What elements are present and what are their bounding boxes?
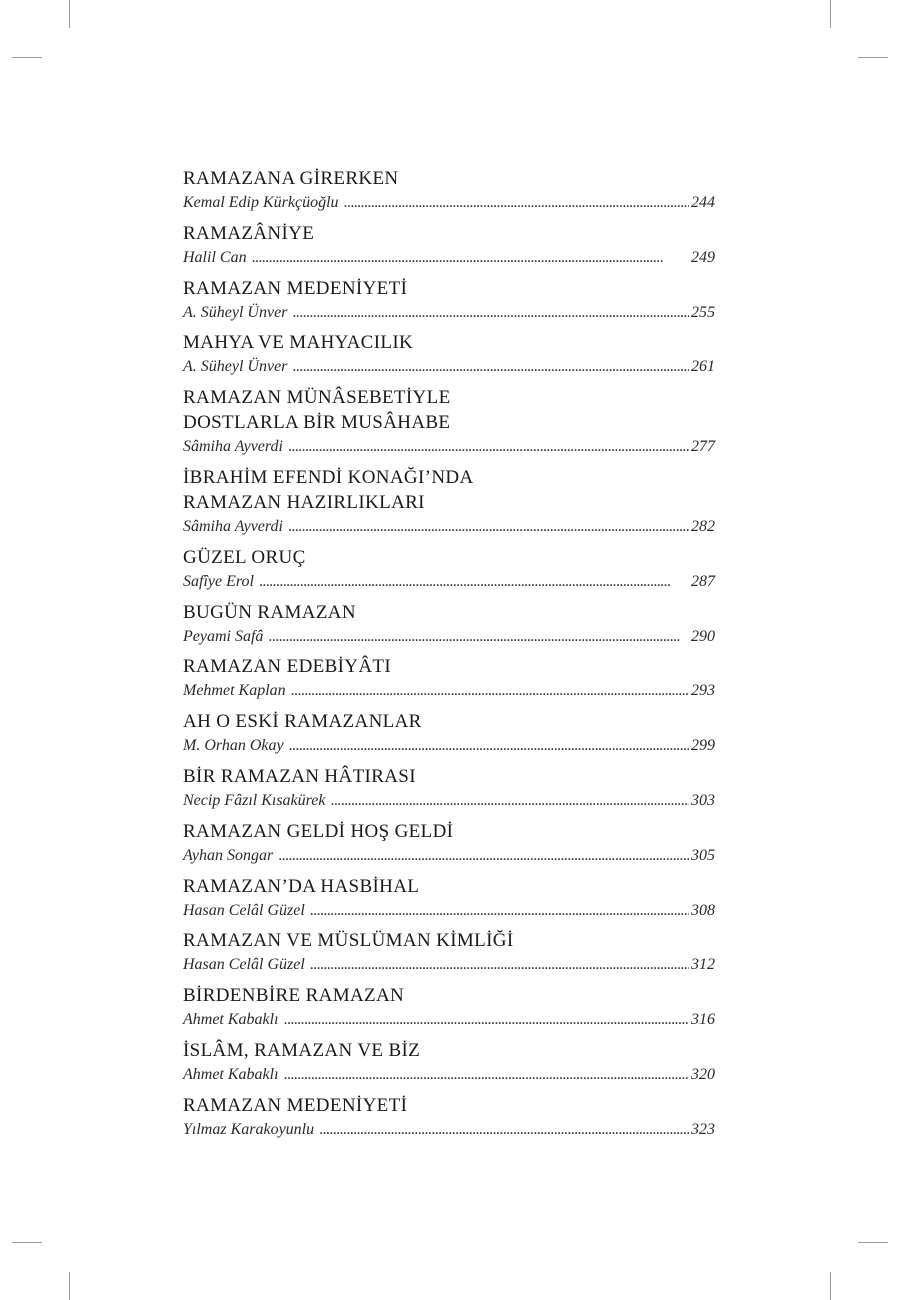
dot-leader bbox=[278, 844, 689, 867]
toc-entry-title: MAHYA VE MAHYACILIK bbox=[183, 332, 414, 354]
dot-leader bbox=[284, 1063, 689, 1086]
toc-entry-author: M. Orhan Okay bbox=[183, 737, 284, 755]
toc-entry-title: RAMAZAN EDEBİYÂTI bbox=[183, 656, 392, 678]
toc-entry-title: BİRDENBİRE RAMAZAN bbox=[183, 985, 405, 1007]
toc-entry-page: 320 bbox=[691, 1065, 715, 1083]
toc-entry bbox=[183, 276, 715, 324]
dot-leader bbox=[288, 435, 689, 458]
toc-entry bbox=[183, 330, 715, 378]
toc-entry-page: 282 bbox=[691, 517, 715, 535]
toc-entry-line bbox=[183, 789, 715, 812]
toc-entry-author: Sâmiha Ayverdi bbox=[183, 517, 283, 535]
toc-entry bbox=[183, 221, 715, 269]
toc-entry-author: Peyami Safâ bbox=[183, 627, 264, 645]
toc-entry-line bbox=[183, 355, 715, 378]
dot-leader bbox=[319, 1118, 689, 1141]
toc-entry-line bbox=[183, 515, 715, 538]
toc-entry-page: 255 bbox=[691, 303, 715, 321]
toc-entry-author: Sâmiha Ayverdi bbox=[183, 438, 283, 456]
toc-entry-title: BUGÜN RAMAZAN bbox=[183, 601, 356, 623]
toc-entry-line bbox=[183, 953, 715, 976]
toc-entry bbox=[183, 385, 715, 458]
toc-entry-line bbox=[183, 1008, 715, 1031]
dot-leader bbox=[288, 515, 689, 538]
toc-entry-title: RAMAZAN GELDİ HOŞ GELDİ bbox=[183, 820, 454, 842]
crop-mark-top-left bbox=[69, 0, 70, 28]
toc-entry-author: A. Süheyl Ünver bbox=[183, 303, 288, 321]
toc-entry-title: AH O ESKİ RAMAZANLAR bbox=[183, 711, 422, 733]
toc-entry-line bbox=[183, 625, 715, 648]
dot-leader bbox=[292, 301, 689, 324]
toc-entry-line bbox=[183, 191, 715, 214]
toc-entry-page: 308 bbox=[691, 901, 715, 919]
toc-entry-page: 312 bbox=[691, 956, 715, 974]
toc-entry-author: Necip Fâzıl Kısakürek bbox=[183, 791, 326, 809]
dot-leader bbox=[291, 679, 689, 702]
toc-entry-author: Halil Can bbox=[183, 248, 247, 266]
toc-entry bbox=[183, 654, 715, 702]
toc-entry-line bbox=[183, 435, 715, 458]
toc-entry-title: RAMAZAN MÜNÂSEBETİYLE DOSTLARLA BİR MUSÂHABE bbox=[183, 387, 451, 434]
toc-entry-page: 277 bbox=[691, 438, 715, 456]
crop-mark-right-lower bbox=[858, 1242, 888, 1243]
toc-entry-line bbox=[183, 1063, 715, 1086]
toc-entry-page: 287 bbox=[691, 572, 715, 590]
toc-entry-author: Ayhan Songar bbox=[183, 846, 274, 864]
toc-entry-line bbox=[183, 570, 715, 593]
toc-entry bbox=[183, 1093, 715, 1141]
toc-entry-title: BİR RAMAZAN HÂTIRASI bbox=[183, 765, 416, 787]
toc-entry-title: RAMAZAN’DA HASBİHAL bbox=[183, 875, 420, 897]
toc-entry-title: RAMAZÂNİYE bbox=[183, 222, 315, 244]
toc-entry-author: Yılmaz Karakoyunlu bbox=[183, 1120, 315, 1138]
dot-leader bbox=[292, 355, 689, 378]
dot-leader bbox=[284, 1008, 689, 1031]
toc-entry-title: RAMAZAN VE MÜSLÜMAN KİMLİĞİ bbox=[183, 930, 514, 952]
toc-entry-title: RAMAZAN MEDENİYETİ bbox=[183, 1094, 408, 1116]
toc-entry-line bbox=[183, 1118, 715, 1141]
toc-entry bbox=[183, 928, 715, 976]
toc-entry-title: GÜZEL ORUÇ bbox=[183, 546, 306, 568]
table-of-contents bbox=[183, 166, 715, 1148]
crop-mark-top-right bbox=[830, 0, 831, 28]
toc-entry-title: İSLÂM, RAMAZAN VE BİZ bbox=[183, 1039, 421, 1061]
toc-entry-page: 244 bbox=[691, 194, 715, 211]
toc-entry-line bbox=[183, 899, 715, 922]
toc-entry-author: Ahmet Kabaklı bbox=[183, 1011, 279, 1029]
toc-entry-page: 299 bbox=[691, 737, 715, 755]
toc-entry bbox=[183, 600, 715, 648]
toc-entry-page: 293 bbox=[691, 682, 715, 700]
toc-entry-page: 323 bbox=[691, 1120, 715, 1138]
toc-entry bbox=[183, 874, 715, 922]
toc-entry-line bbox=[183, 246, 715, 269]
toc-entry bbox=[183, 819, 715, 867]
dot-leader bbox=[289, 734, 689, 757]
dot-leader bbox=[331, 789, 690, 812]
dot-leader bbox=[259, 570, 689, 593]
toc-entry-line bbox=[183, 734, 715, 757]
toc-entry-author: Safîye Erol bbox=[183, 572, 254, 590]
toc-entry bbox=[183, 709, 715, 757]
toc-entry-author: Ahmet Kabaklı bbox=[183, 1065, 279, 1083]
dot-leader bbox=[310, 899, 689, 922]
crop-mark-bottom-right bbox=[830, 1272, 831, 1300]
crop-mark-left-upper bbox=[12, 57, 42, 58]
toc-entry bbox=[183, 764, 715, 812]
toc-entry-page: 316 bbox=[691, 1011, 715, 1029]
toc-entry-author: Mehmet Kaplan bbox=[183, 682, 286, 700]
toc-entry-line bbox=[183, 679, 715, 702]
toc-entry-author: Hasan Celâl Güzel bbox=[183, 956, 305, 974]
toc-entry-author: Hasan Celâl Güzel bbox=[183, 901, 305, 919]
toc-entry-title: RAMAZANA GİRERKEN bbox=[183, 168, 399, 189]
toc-entry-author: A. Süheyl Ünver bbox=[183, 358, 288, 376]
toc-entry bbox=[183, 545, 715, 593]
toc-entry bbox=[183, 1038, 715, 1086]
toc-entry-title: İBRAHİM EFENDİ KONAĞI’NDA RAMAZAN HAZIRLIKLARI bbox=[183, 466, 474, 513]
toc-entry-page: 249 bbox=[691, 248, 715, 266]
crop-mark-right-upper bbox=[858, 57, 888, 58]
dot-leader bbox=[344, 191, 689, 214]
toc-entry bbox=[183, 983, 715, 1031]
toc-entry-page: 303 bbox=[691, 791, 715, 809]
toc-entry-author: Kemal Edip Kürkçüoğlu bbox=[183, 194, 339, 211]
toc-entry-page: 305 bbox=[691, 846, 715, 864]
crop-mark-left-lower bbox=[12, 1242, 42, 1243]
toc-entry-line bbox=[183, 844, 715, 867]
toc-entry-page: 290 bbox=[691, 627, 715, 645]
toc-entry-line bbox=[183, 301, 715, 324]
toc-entry-page: 261 bbox=[691, 358, 715, 376]
dot-leader bbox=[310, 953, 689, 976]
dot-leader bbox=[252, 246, 689, 269]
dot-leader bbox=[268, 625, 689, 648]
crop-mark-bottom-left bbox=[69, 1272, 70, 1300]
toc-entry-title: RAMAZAN MEDENİYETİ bbox=[183, 277, 408, 299]
toc-entry bbox=[183, 166, 715, 214]
toc-entry bbox=[183, 465, 715, 538]
